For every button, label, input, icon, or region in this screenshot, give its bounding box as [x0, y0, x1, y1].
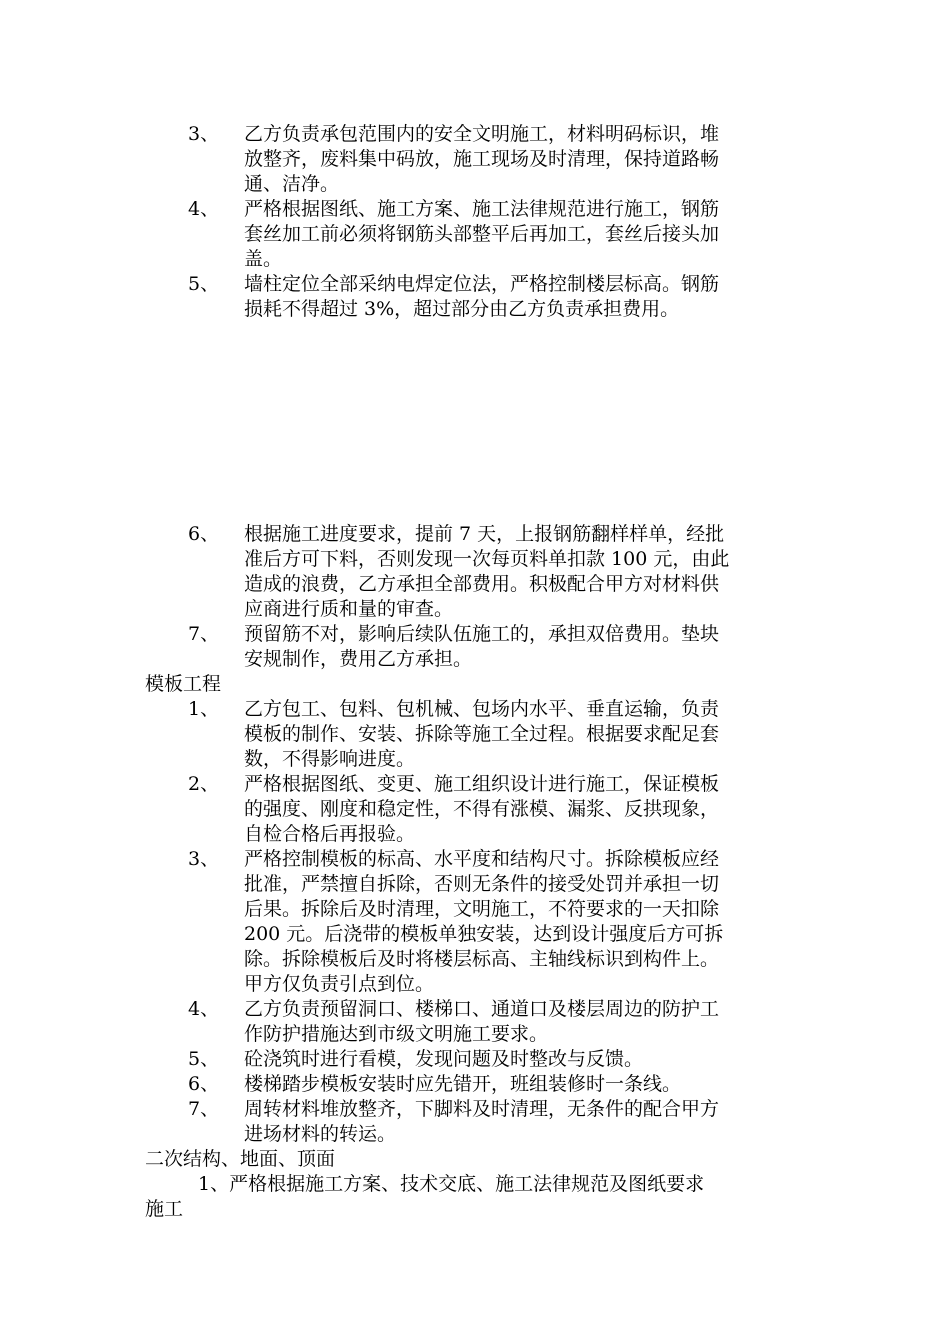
list-item: [0, 697, 950, 772]
list-item: [0, 1072, 950, 1097]
item-text: 周转材料堆放整齐，下脚料及时清理，无条件的配合甲方 进场材料的转运。: [244, 1098, 720, 1145]
list-item: [0, 772, 950, 847]
list-item: [0, 1047, 950, 1072]
list-item: [0, 847, 950, 997]
item-text: 乙方包工、包料、包机械、包场内水平、垂直运输，负责 模板的制作、安装、拆除等施工全过程。根据要求配足套 数，不得影响进度。: [244, 698, 720, 770]
section-heading-secondary-structure: 二次结构、地面、顶面: [145, 1148, 336, 1170]
item-text: 严格根据图纸、变更、施工组织设计进行施工，保证模板 的强度、刚度和稳定性，不得有涨模、漏浆、反拱现象， 自检合格后再报验。: [244, 773, 720, 845]
item-number: 1、: [188, 698, 220, 720]
item-number: 4、: [188, 198, 220, 220]
item-number: 2、: [188, 773, 220, 795]
rebar-list-part-2: [0, 522, 950, 1222]
item-number: 5、: [188, 1048, 220, 1070]
list-item: [0, 622, 950, 672]
item-number: 3、: [188, 848, 220, 870]
item-text: 楼梯踏步模板安装时应先错开，班组装修时一条线。: [244, 1073, 682, 1095]
item-text: 砼浇筑时进行看模，发现问题及时整改与反馈。: [244, 1048, 644, 1070]
item-text: 根据施工进度要求，提前 7 天，上报钢筋翻样样单，经批 准后方可下料，否则发现一次每页料单扣款 100 元，由此 造成的浪费，乙方承担全部费用。积极配合甲方对材料供 应商进行质和量的审查。: [244, 523, 730, 620]
paragraph: 1、严格根据施工方案、技术交底、施工法律规范及图纸要求 施工: [145, 1173, 705, 1220]
item-number: 5、: [188, 273, 220, 295]
item-number: 6、: [188, 1073, 220, 1095]
item-number: 7、: [188, 623, 220, 645]
item-number: 4、: [188, 998, 220, 1020]
item-text: 严格根据图纸、施工方案、施工法律规范进行施工，钢筋 套丝加工前必须将钢筋头部整平后再加工，套丝后接头加 盖。: [244, 198, 720, 270]
item-text: 乙方负责预留洞口、楼梯口、通道口及楼层周边的防护工 作防护措施达到市级文明施工要求。: [244, 998, 720, 1045]
section-heading-formwork: 模板工程: [145, 673, 222, 695]
item-number: 7、: [188, 1098, 220, 1120]
item-number: 3、: [188, 123, 220, 145]
rebar-list-part-1: [0, 122, 950, 322]
list-item: [0, 522, 950, 622]
list-item: [0, 197, 950, 272]
item-number: 6、: [188, 523, 220, 545]
item-text: 乙方负责承包范围内的安全文明施工，材料明码标识，堆 放整齐，废料集中码放，施工现场及时清理，保持道路畅 通、洁净。: [244, 123, 720, 195]
list-item: [0, 1097, 950, 1147]
list-item: [0, 272, 950, 322]
list-item: [0, 122, 950, 197]
item-text: 墙柱定位全部采纳电焊定位法，严格控制楼层标高。钢筋 损耗不得超过 3%，超过部分由乙方负责承担费用。: [244, 273, 720, 320]
list-item: [0, 997, 950, 1047]
item-text: 严格控制模板的标高、水平度和结构尺寸。拆除模板应经 批准，严禁擅自拆除，否则无条件的接受处罚并承担一切 后果。拆除后及时清理，文明施工，不符要求的一天扣除 200 元。后浇带的模板单独安装，达到设计强度后方可拆 除。拆除模板后及时将楼层标高、主轴线标识到构件上。 甲方仅负责引点到位。: [244, 848, 724, 995]
item-text: 预留筋不对，影响后续队伍施工的，承担双倍费用。垫块 安规制作，费用乙方承担。: [244, 623, 720, 670]
